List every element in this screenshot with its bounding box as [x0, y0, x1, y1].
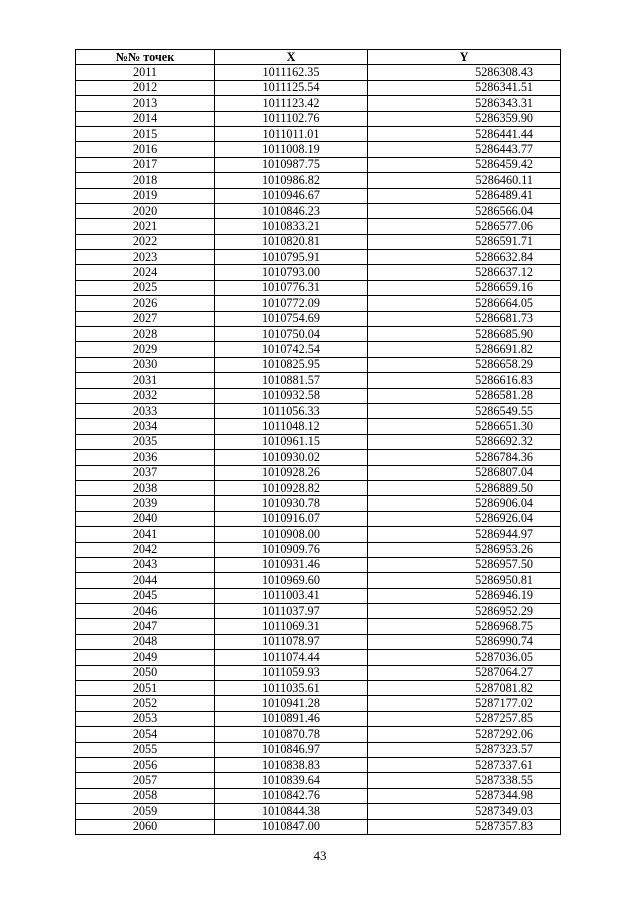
cell-point-number: 2055	[76, 742, 215, 757]
table-row	[76, 80, 561, 95]
cell-y: 5286807.04	[368, 465, 561, 480]
table-row	[76, 142, 561, 157]
cell-y: 5286459.42	[368, 157, 561, 172]
cell-point-number: 2033	[76, 403, 215, 418]
cell-x: 1010833.21	[215, 219, 368, 234]
cell-x: 1011078.97	[215, 634, 368, 649]
cell-y: 5286944.97	[368, 527, 561, 542]
table-row	[76, 804, 561, 819]
cell-x: 1010987.75	[215, 157, 368, 172]
cell-y: 5287337.61	[368, 757, 561, 772]
cell-x: 1010844.38	[215, 804, 368, 819]
table-row	[76, 727, 561, 742]
cell-point-number: 2020	[76, 203, 215, 218]
table-row	[76, 788, 561, 803]
cell-x: 1011125.54	[215, 80, 368, 95]
cell-y: 5286637.12	[368, 265, 561, 280]
table-row	[76, 373, 561, 388]
cell-point-number: 2042	[76, 542, 215, 557]
table-row	[76, 573, 561, 588]
cell-y: 5287064.27	[368, 665, 561, 680]
cell-x: 1011069.31	[215, 619, 368, 634]
cell-y: 5286489.41	[368, 188, 561, 203]
cell-y: 5286581.28	[368, 388, 561, 403]
cell-y: 5286950.81	[368, 573, 561, 588]
cell-point-number: 2041	[76, 527, 215, 542]
header-point-number: №№ точек	[76, 50, 215, 65]
cell-point-number: 2050	[76, 665, 215, 680]
cell-point-number: 2044	[76, 573, 215, 588]
table-row	[76, 188, 561, 203]
cell-point-number: 2018	[76, 173, 215, 188]
cell-y: 5286341.51	[368, 80, 561, 95]
header-x: X	[215, 50, 368, 65]
table-row	[76, 496, 561, 511]
cell-x: 1010931.46	[215, 557, 368, 572]
cell-x: 1011074.44	[215, 650, 368, 665]
table-row	[76, 65, 561, 80]
cell-y: 5287292.06	[368, 727, 561, 742]
cell-y: 5287081.82	[368, 681, 561, 696]
table-row	[76, 296, 561, 311]
cell-x: 1010930.78	[215, 496, 368, 511]
cell-x: 1011008.19	[215, 142, 368, 157]
cell-y: 5287036.05	[368, 650, 561, 665]
cell-point-number: 2035	[76, 434, 215, 449]
cell-y: 5286359.90	[368, 111, 561, 126]
cell-y: 5286946.19	[368, 588, 561, 603]
cell-y: 5286443.77	[368, 142, 561, 157]
table-row	[76, 696, 561, 711]
cell-y: 5286952.29	[368, 604, 561, 619]
cell-x: 1011011.01	[215, 126, 368, 141]
cell-x: 1010772.09	[215, 296, 368, 311]
cell-point-number: 2029	[76, 342, 215, 357]
table-row	[76, 604, 561, 619]
table-row	[76, 342, 561, 357]
cell-y: 5286651.30	[368, 419, 561, 434]
cell-point-number: 2016	[76, 142, 215, 157]
table-row	[76, 634, 561, 649]
cell-x: 1010916.07	[215, 511, 368, 526]
cell-x: 1010846.23	[215, 203, 368, 218]
cell-y: 5286441.44	[368, 126, 561, 141]
cell-y: 5286691.82	[368, 342, 561, 357]
table-row	[76, 681, 561, 696]
cell-point-number: 2040	[76, 511, 215, 526]
cell-y: 5286957.50	[368, 557, 561, 572]
table-row	[76, 265, 561, 280]
cell-y: 5287344.98	[368, 788, 561, 803]
cell-y: 5286616.83	[368, 373, 561, 388]
table-row	[76, 465, 561, 480]
cell-x: 1010847.00	[215, 819, 368, 834]
cell-point-number: 2056	[76, 757, 215, 772]
table-row	[76, 773, 561, 788]
table-header-row	[76, 50, 561, 65]
cell-y: 5286990.74	[368, 634, 561, 649]
cell-point-number: 2052	[76, 696, 215, 711]
cell-y: 5286658.29	[368, 357, 561, 372]
table-row	[76, 126, 561, 141]
table-row	[76, 557, 561, 572]
table-row	[76, 280, 561, 295]
cell-y: 5287357.83	[368, 819, 561, 834]
cell-y: 5286889.50	[368, 480, 561, 495]
cell-x: 1010750.04	[215, 327, 368, 342]
cell-point-number: 2039	[76, 496, 215, 511]
cell-point-number: 2059	[76, 804, 215, 819]
cell-point-number: 2021	[76, 219, 215, 234]
cell-point-number: 2031	[76, 373, 215, 388]
cell-x: 1010908.00	[215, 527, 368, 542]
cell-point-number: 2049	[76, 650, 215, 665]
cell-point-number: 2046	[76, 604, 215, 619]
cell-x: 1010946.67	[215, 188, 368, 203]
table-row	[76, 403, 561, 418]
table-row	[76, 234, 561, 249]
table-row	[76, 619, 561, 634]
cell-y: 5286926.04	[368, 511, 561, 526]
cell-point-number: 2045	[76, 588, 215, 603]
table-row	[76, 203, 561, 218]
cell-point-number: 2053	[76, 711, 215, 726]
cell-y: 5287177.02	[368, 696, 561, 711]
table-row	[76, 588, 561, 603]
cell-point-number: 2024	[76, 265, 215, 280]
table-row	[76, 173, 561, 188]
table-row	[76, 388, 561, 403]
cell-point-number: 2025	[76, 280, 215, 295]
cell-x: 1010928.26	[215, 465, 368, 480]
table-row	[76, 96, 561, 111]
cell-point-number: 2034	[76, 419, 215, 434]
cell-x: 1010969.60	[215, 573, 368, 588]
table-row	[76, 327, 561, 342]
cell-point-number: 2043	[76, 557, 215, 572]
cell-y: 5287257.85	[368, 711, 561, 726]
cell-y: 5286308.43	[368, 65, 561, 80]
cell-point-number: 2032	[76, 388, 215, 403]
table-row	[76, 480, 561, 495]
cell-y: 5286566.04	[368, 203, 561, 218]
cell-x: 1010928.82	[215, 480, 368, 495]
table-row	[76, 819, 561, 834]
cell-x: 1011048.12	[215, 419, 368, 434]
cell-y: 5286968.75	[368, 619, 561, 634]
cell-y: 5287323.57	[368, 742, 561, 757]
cell-x: 1010776.31	[215, 280, 368, 295]
table-row	[76, 357, 561, 372]
table-row	[76, 742, 561, 757]
cell-x: 1011162.35	[215, 65, 368, 80]
cell-y: 5286632.84	[368, 250, 561, 265]
table-row	[76, 542, 561, 557]
cell-x: 1010795.91	[215, 250, 368, 265]
cell-x: 1010742.54	[215, 342, 368, 357]
cell-x: 1011056.33	[215, 403, 368, 418]
cell-y: 5287338.55	[368, 773, 561, 788]
table-row	[76, 527, 561, 542]
table-row	[76, 419, 561, 434]
cell-y: 5286659.16	[368, 280, 561, 295]
cell-point-number: 2027	[76, 311, 215, 326]
cell-point-number: 2048	[76, 634, 215, 649]
cell-x: 1010838.83	[215, 757, 368, 772]
cell-point-number: 2017	[76, 157, 215, 172]
cell-point-number: 2014	[76, 111, 215, 126]
cell-y: 5286784.36	[368, 450, 561, 465]
cell-x: 1010932.58	[215, 388, 368, 403]
cell-point-number: 2015	[76, 126, 215, 141]
cell-point-number: 2038	[76, 480, 215, 495]
table-row	[76, 711, 561, 726]
cell-y: 5286953.26	[368, 542, 561, 557]
cell-x: 1010891.46	[215, 711, 368, 726]
cell-point-number: 2012	[76, 80, 215, 95]
cell-point-number: 2013	[76, 96, 215, 111]
cell-point-number: 2023	[76, 250, 215, 265]
cell-x: 1010754.69	[215, 311, 368, 326]
cell-point-number: 2058	[76, 788, 215, 803]
cell-point-number: 2054	[76, 727, 215, 742]
coordinates-table-container	[75, 49, 560, 835]
cell-point-number: 2047	[76, 619, 215, 634]
cell-x: 1010961.15	[215, 434, 368, 449]
table-row	[76, 434, 561, 449]
cell-point-number: 2060	[76, 819, 215, 834]
cell-point-number: 2030	[76, 357, 215, 372]
coordinates-table	[75, 49, 561, 835]
cell-x: 1010820.81	[215, 234, 368, 249]
cell-y: 5286549.55	[368, 403, 561, 418]
table-row	[76, 450, 561, 465]
cell-point-number: 2026	[76, 296, 215, 311]
cell-x: 1010846.97	[215, 742, 368, 757]
cell-x: 1010986.82	[215, 173, 368, 188]
cell-y: 5286692.32	[368, 434, 561, 449]
cell-x: 1010870.78	[215, 727, 368, 742]
cell-y: 5286664.05	[368, 296, 561, 311]
cell-x: 1011102.76	[215, 111, 368, 126]
header-y: Y	[368, 50, 561, 65]
cell-y: 5287349.03	[368, 804, 561, 819]
cell-y: 5286460.11	[368, 173, 561, 188]
cell-point-number: 2051	[76, 681, 215, 696]
cell-x: 1010909.76	[215, 542, 368, 557]
cell-point-number: 2011	[76, 65, 215, 80]
cell-x: 1010881.57	[215, 373, 368, 388]
cell-y: 5286906.04	[368, 496, 561, 511]
cell-y: 5286591.71	[368, 234, 561, 249]
cell-y: 5286681.73	[368, 311, 561, 326]
table-row	[76, 219, 561, 234]
cell-x: 1010941.28	[215, 696, 368, 711]
cell-x: 1011123.42	[215, 96, 368, 111]
cell-y: 5286343.31	[368, 96, 561, 111]
cell-point-number: 2028	[76, 327, 215, 342]
cell-x: 1010930.02	[215, 450, 368, 465]
page-number: 43	[313, 848, 327, 863]
table-row	[76, 157, 561, 172]
cell-x: 1011059.93	[215, 665, 368, 680]
cell-y: 5286577.06	[368, 219, 561, 234]
table-row	[76, 511, 561, 526]
cell-point-number: 2037	[76, 465, 215, 480]
table-row	[76, 665, 561, 680]
table-row	[76, 250, 561, 265]
table-row	[76, 111, 561, 126]
table-row	[76, 650, 561, 665]
cell-x: 1010842.76	[215, 788, 368, 803]
cell-point-number: 2022	[76, 234, 215, 249]
cell-point-number: 2057	[76, 773, 215, 788]
cell-x: 1011035.61	[215, 681, 368, 696]
cell-point-number: 2036	[76, 450, 215, 465]
table-row	[76, 757, 561, 772]
table-row	[76, 311, 561, 326]
cell-x: 1011037.97	[215, 604, 368, 619]
cell-x: 1010825.95	[215, 357, 368, 372]
cell-x: 1011003.41	[215, 588, 368, 603]
cell-y: 5286685.90	[368, 327, 561, 342]
table-body	[76, 65, 561, 835]
cell-x: 1010793.00	[215, 265, 368, 280]
cell-point-number: 2019	[76, 188, 215, 203]
cell-x: 1010839.64	[215, 773, 368, 788]
